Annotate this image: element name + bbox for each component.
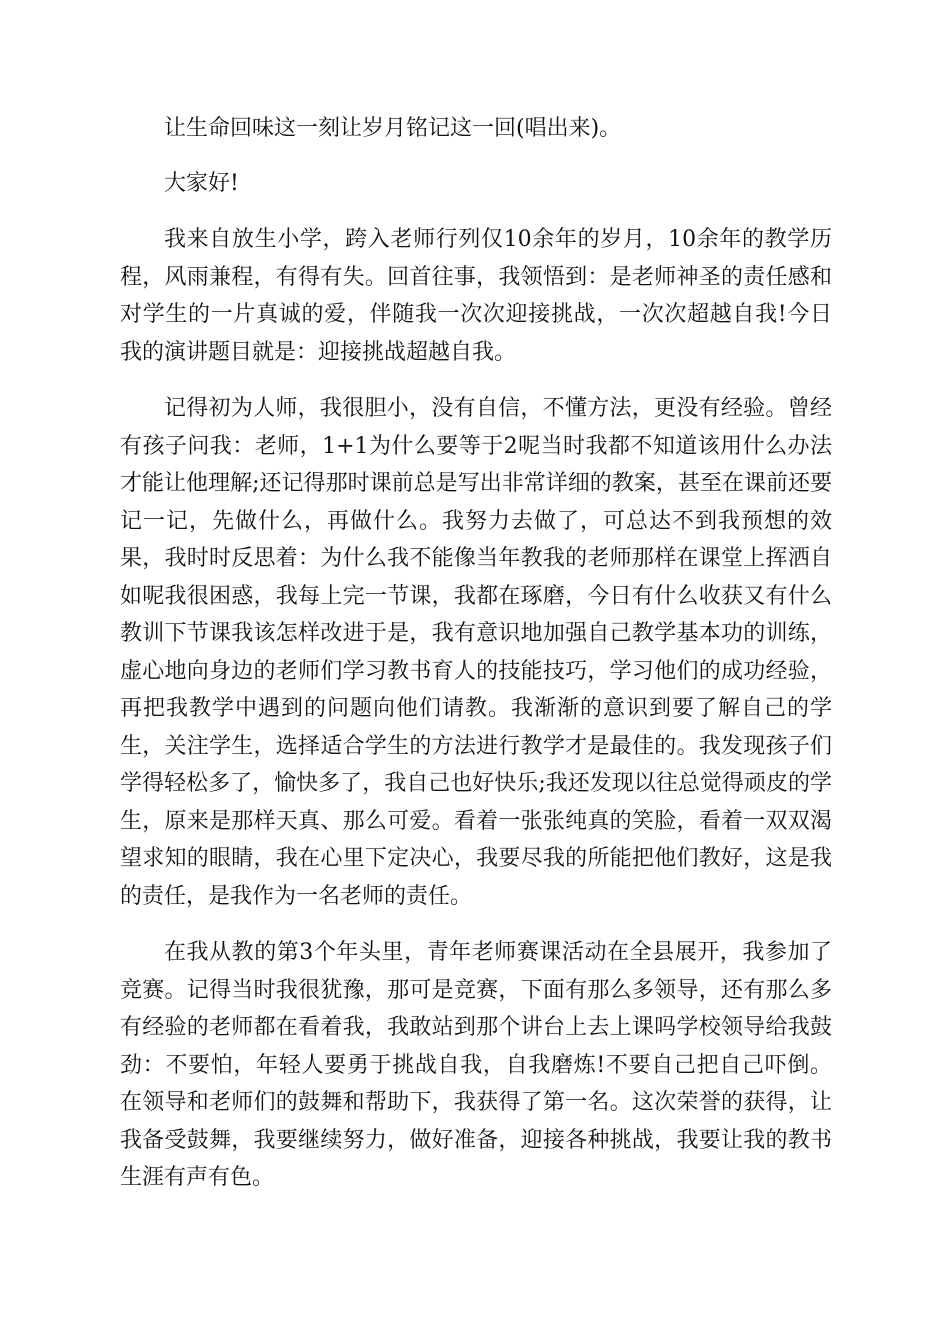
document-page [120, 110, 832, 1197]
paragraph-competition: 在我从教的第3个年头里，青年老师赛课活动在全县展开，我参加了竞赛。记得当时我很犹豫，那可是竞赛，下面有那么多领导，还有那么多有经验的老师都在看着我，我敢站到那个讲台上去上课吗学校领导给我鼓劲：不要怕，年轻人要勇于挑战自我，自我磨炼!不要自己把自己吓倒。在领导和老师们的鼓舞和帮助下，我获得了第一名。这次荣誉的获得，让我备受鼓舞，我要继续努力，做好准备，迎接各种挑战，我要让我的教书生涯有声有色。 [120, 940, 832, 1190]
paragraph-greeting: 大家好! [164, 170, 239, 196]
paragraph-opening-line: 让生命回味这一刻让岁月铭记这一回(唱出来)。 [164, 116, 622, 141]
paragraph-early-teaching: 记得初为人师，我很胆小，没有自信，不懂方法，更没有经验。曾经有孩子问我：老师，1+1为什么要等于2呢当时我都不知道该用什么办法才能让他理解;还记得那时课前总是写出非常详细的教案，甚至在课前还要记一记，先做什么，再做什么。我努力去做了，可总达不到我预想的效果，我时时反思着：为什么我不能像当年教我的老师那样在课堂上挥洒自如呢我很困惑，我每上完一节课，我都在琢磨，今日有什么收获又有什么教训下节课我该怎样改进于是，我有意识地加强自己教学基本功的训练，虚心地向身边的老师们学习教书育人的技能技巧，学习他们的成功经验，再把我教学中遇到的问题向他们请教。我渐渐的意识到要了解自己的学生，关注学生，选择适合学生的方法进行教学才是最佳的。我发现孩子们学得轻松多了，愉快多了，我自己也好快乐;我还发现以往总觉得顽皮的学生，原来是那样天真、那么可爱。看着一张张纯真的笑脸，看着一双双渴望求知的眼睛，我在心里下定决心，我要尽我的所能把他们教好，这是我的责任，是我作为一名老师的责任。 [120, 396, 832, 909]
paragraph-introduction: 我来自放生小学，跨入老师行列仅10余年的岁月，10余年的教学历程，风雨兼程，有得有失。回首往事，我领悟到：是老师神圣的责任感和对学生的一片真诚的爱，伴随我一次次迎接挑战，一次次超越自我!今日我的演讲题目就是：迎接挑战超越自我。 [120, 227, 832, 365]
